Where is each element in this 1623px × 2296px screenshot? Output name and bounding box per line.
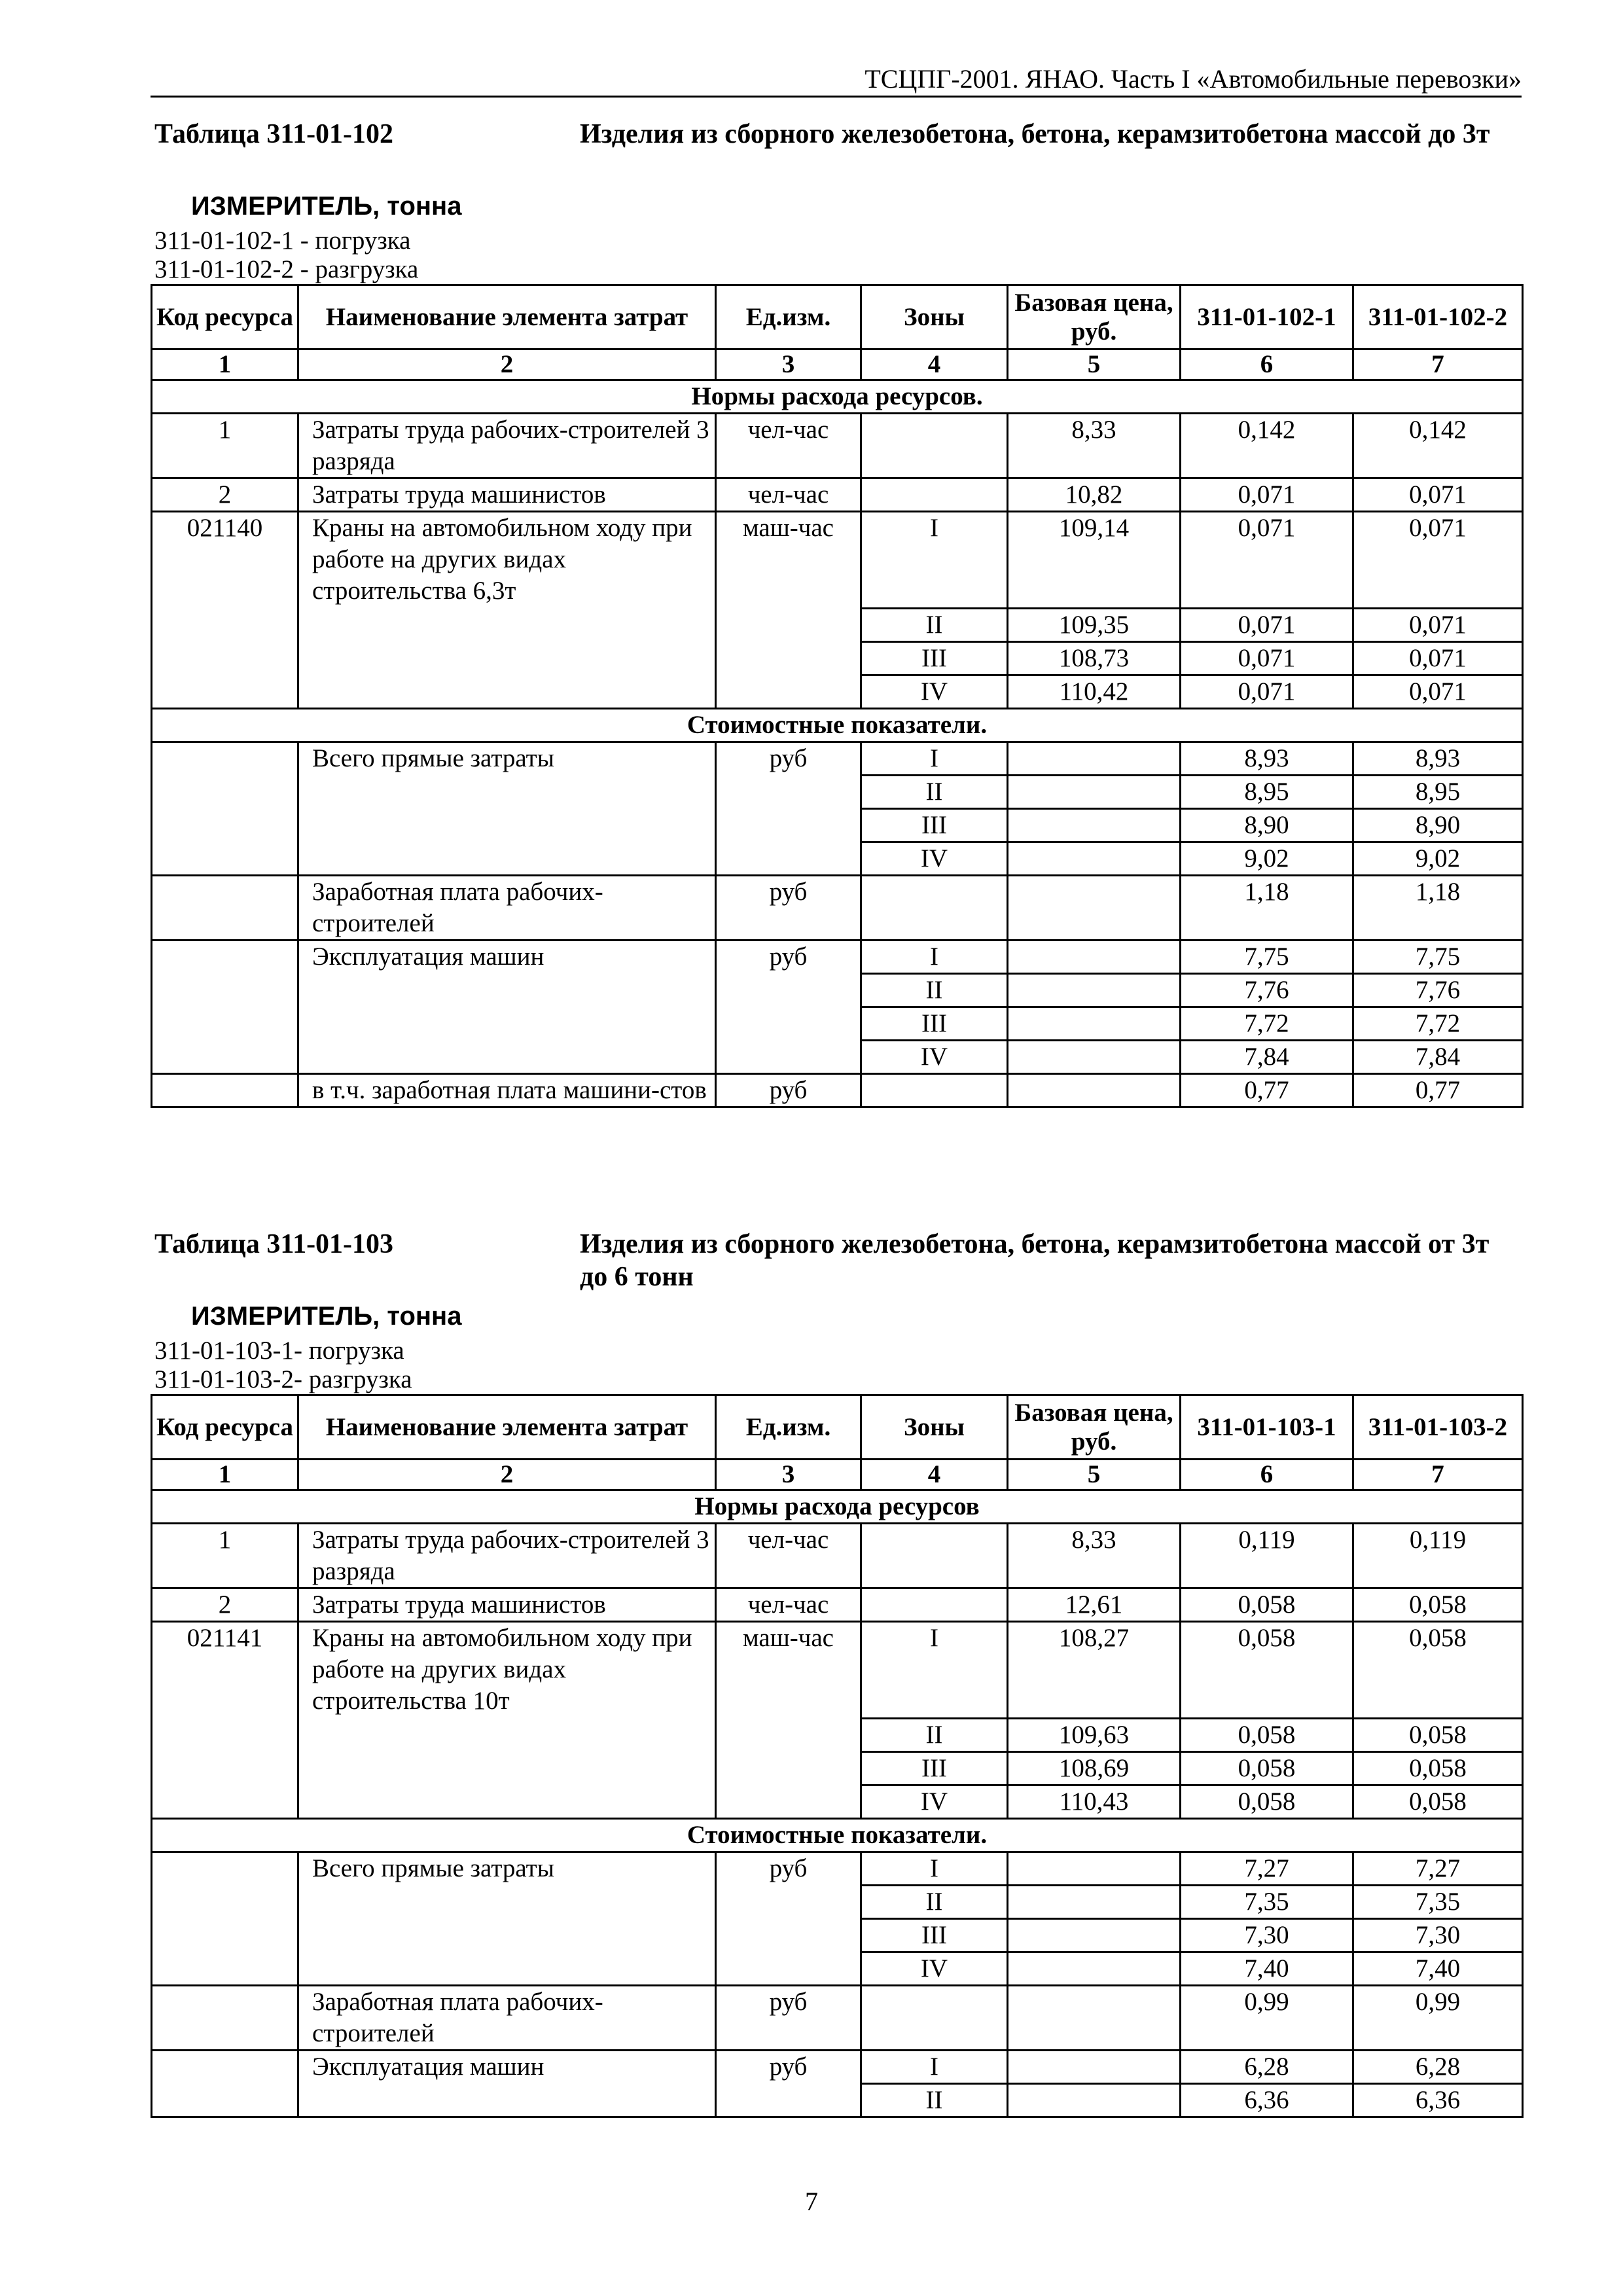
col-number: 6 [1181,1460,1353,1490]
table-title: Изделия из сборного железобетона, бетона, керамзитобетона массой до 3т [580,119,1490,149]
zone-cell: IV [861,675,1008,709]
unit-cell: руб [716,2051,861,2117]
value-cell: 0,77 [1181,1074,1353,1107]
cost-name: Заработная плата рабочих-строителей [298,876,716,941]
value-cell: 0,071 [1181,609,1353,642]
zone-cell: III [861,1007,1008,1041]
value-cell: 0,058 [1353,1719,1523,1752]
zone-cell: I [861,742,1008,776]
col-number: 7 [1353,350,1523,380]
price-cell: 108,27 [1008,1622,1181,1719]
zone-cell: I [861,941,1008,974]
price-cell: 108,69 [1008,1752,1181,1785]
header-row [152,1395,1523,1460]
value-cell: 7,40 [1353,1952,1523,1986]
value-cell: 0,058 [1181,1622,1353,1719]
resource-name: Затраты труда рабочих-строителей 3 разряда [298,1524,716,1588]
table-section-1 [151,118,1522,1108]
code-line: 311-01-102-1 - погрузка [154,226,411,255]
col-number: 2 [298,350,716,380]
col-header: Базовая цена, руб. [1008,285,1181,350]
table-row [152,1986,1523,2051]
section-title: Стоимостные показатели. [152,709,1523,742]
value-cell: 7,72 [1181,1007,1353,1041]
column-numbers-row [152,350,1523,380]
value-cell: 0,058 [1181,1588,1353,1622]
zone-cell: II [861,2084,1008,2117]
price-cell: 108,73 [1008,642,1181,675]
value-cell: 7,40 [1181,1952,1353,1986]
section-title: Нормы расхода ресурсов. [152,380,1523,414]
value-cell: 0,058 [1181,1719,1353,1752]
table-name: Таблица 311-01-103 [154,1229,394,1259]
table-row [152,1622,1523,1719]
measure-unit: ИЗМЕРИТЕЛЬ, тонна [191,192,462,221]
col-number: 3 [716,350,861,380]
zone-cell: I [861,2051,1008,2084]
value-cell: 0,99 [1353,1986,1523,2051]
col-number: 3 [716,1460,861,1490]
col-header: Код ресурса [152,285,298,350]
value-cell: 0,058 [1181,1785,1353,1819]
zone-cell: II [861,1886,1008,1919]
value-cell: 0,071 [1353,642,1523,675]
zone-cell: II [861,609,1008,642]
resource-code: 021141 [152,1622,298,1819]
unit-cell: чел-час [716,478,861,512]
value-cell: 0,071 [1353,675,1523,709]
unit-cell: чел-час [716,1588,861,1622]
col-header: Наименование элемента затрат [298,1395,716,1460]
value-cell: 0,071 [1181,512,1353,609]
col-header: Наименование элемента затрат [298,285,716,350]
zone-cell: IV [861,1785,1008,1819]
value-cell: 7,72 [1353,1007,1523,1041]
col-header: 311-01-103-1 [1181,1395,1353,1460]
value-cell: 7,84 [1353,1041,1523,1074]
value-cell: 7,30 [1353,1919,1523,1952]
table-row [152,1852,1523,1886]
unit-cell: руб [716,876,861,941]
table-row [152,876,1523,941]
value-cell: 8,95 [1181,776,1353,809]
col-number: 1 [152,1460,298,1490]
col-number: 1 [152,350,298,380]
value-cell: 8,90 [1353,809,1523,842]
price-cell: 110,42 [1008,675,1181,709]
col-number: 6 [1181,350,1353,380]
value-cell: 0,071 [1353,609,1523,642]
price-cell: 8,33 [1008,1524,1181,1588]
zone-cell: II [861,1719,1008,1752]
value-cell: 0,071 [1181,478,1353,512]
value-cell: 0,119 [1353,1524,1523,1588]
col-header: 311-01-103-2 [1353,1395,1523,1460]
zone-cell: III [861,809,1008,842]
value-cell: 0,071 [1353,478,1523,512]
col-header: Код ресурса [152,1395,298,1460]
resource-name: Затраты труда машинистов [298,1588,716,1622]
unit-cell: маш-час [716,1622,861,1819]
section-title: Нормы расхода ресурсов [152,1490,1523,1524]
unit-cell: руб [716,941,861,1074]
value-cell: 7,75 [1181,941,1353,974]
value-cell: 7,76 [1353,974,1523,1007]
unit-cell: чел-час [716,414,861,478]
col-number: 5 [1008,1460,1181,1490]
value-cell: 0,142 [1181,414,1353,478]
resource-table [151,284,1524,1108]
value-cell: 7,30 [1181,1919,1353,1952]
value-cell: 6,36 [1353,2084,1523,2117]
price-cell: 8,33 [1008,414,1181,478]
value-cell: 6,36 [1181,2084,1353,2117]
price-cell: 10,82 [1008,478,1181,512]
zone-cell: IV [861,1952,1008,1986]
value-cell: 7,27 [1353,1852,1523,1886]
value-cell: 0,142 [1353,414,1523,478]
value-cell: 0,071 [1353,512,1523,609]
value-cell: 8,95 [1353,776,1523,809]
price-cell: 109,14 [1008,512,1181,609]
table-row [152,742,1523,776]
value-cell: 0,071 [1181,642,1353,675]
resource-code: 2 [152,478,298,512]
price-cell: 12,61 [1008,1588,1181,1622]
zone-cell: III [861,642,1008,675]
value-cell: 8,93 [1353,742,1523,776]
table-row [152,1524,1523,1588]
value-cell: 0,058 [1181,1752,1353,1785]
cost-name: Всего прямые затраты [298,1852,716,1986]
cost-name: Эксплуатация машин [298,941,716,1074]
zone-cell: I [861,512,1008,609]
resource-name: Затраты труда машинистов [298,478,716,512]
zone-cell: I [861,1852,1008,1886]
table-row [152,478,1523,512]
table-row [152,2051,1523,2084]
value-cell: 7,76 [1181,974,1353,1007]
zone-cell: II [861,974,1008,1007]
column-numbers-row [152,1460,1523,1490]
unit-cell: руб [716,1852,861,1986]
value-cell: 7,35 [1181,1886,1353,1919]
table-row [152,414,1523,478]
resource-code: 021140 [152,512,298,709]
value-cell: 0,058 [1353,1588,1523,1622]
value-cell: 7,35 [1353,1886,1523,1919]
table-row [152,941,1523,974]
table-title: Изделия из сборного железобетона, бетона, керамзитобетона массой от 3т до 6 тонн [580,1229,1489,1292]
col-header: Зоны [861,285,1008,350]
zone-cell: II [861,776,1008,809]
code-line: 311-01-102-2 - разгрузка [154,255,419,283]
col-number: 4 [861,350,1008,380]
value-cell: 7,27 [1181,1852,1353,1886]
col-number: 4 [861,1460,1008,1490]
header-row [152,285,1523,350]
code-line: 311-01-103-2- разгрузка [154,1365,412,1393]
value-cell: 0,99 [1181,1986,1353,2051]
table-row [152,1074,1523,1107]
col-number: 2 [298,1460,716,1490]
page-number: 7 [805,2187,818,2216]
unit-cell: руб [716,1986,861,2051]
value-cell: 8,93 [1181,742,1353,776]
zone-cell: III [861,1919,1008,1952]
price-cell: 110,43 [1008,1785,1181,1819]
price-cell: 109,63 [1008,1719,1181,1752]
zone-cell: I [861,1622,1008,1719]
zone-cell: IV [861,1041,1008,1074]
table-row [152,1588,1523,1622]
table-section-2 [151,1228,1522,2118]
col-number: 7 [1353,1460,1523,1490]
zone-cell: IV [861,842,1008,876]
col-header: Ед.изм. [716,285,861,350]
cost-name: Всего прямые затраты [298,742,716,876]
cost-name: в т.ч. заработная плата машини-стов [298,1074,716,1107]
unit-cell: чел-час [716,1524,861,1588]
page-header: ТСЦПГ-2001. ЯНАО. Часть I «Автомобильные перевозки» [151,63,1522,98]
measure-unit: ИЗМЕРИТЕЛЬ, тонна [191,1302,462,1331]
resource-table [151,1394,1524,2118]
col-number: 5 [1008,350,1181,380]
col-header: Ед.изм. [716,1395,861,1460]
unit-cell: руб [716,1074,861,1107]
table-name: Таблица 311-01-102 [154,119,394,149]
value-cell: 8,90 [1181,809,1353,842]
resource-code: 2 [152,1588,298,1622]
value-cell: 0,058 [1353,1752,1523,1785]
value-cell: 0,058 [1353,1622,1523,1719]
value-cell: 6,28 [1181,2051,1353,2084]
value-cell: 1,18 [1353,876,1523,941]
value-cell: 9,02 [1353,842,1523,876]
price-cell: 109,35 [1008,609,1181,642]
resource-code: 1 [152,414,298,478]
col-header: Базовая цена, руб. [1008,1395,1181,1460]
cost-name: Эксплуатация машин [298,2051,716,2117]
code-line: 311-01-103-1- погрузка [154,1336,404,1365]
resource-name: Краны на автомобильном ходу при работе на других видах строительства 6,3т [298,512,716,709]
section-title: Стоимостные показатели. [152,1819,1523,1852]
resource-name: Краны на автомобильном ходу при работе на других видах строительства 10т [298,1622,716,1819]
value-cell: 0,119 [1181,1524,1353,1588]
value-cell: 0,071 [1181,675,1353,709]
value-cell: 9,02 [1181,842,1353,876]
unit-cell: руб [716,742,861,876]
value-cell: 0,058 [1353,1785,1523,1819]
cost-name: Заработная плата рабочих-строителей [298,1986,716,2051]
value-cell: 6,28 [1353,2051,1523,2084]
resource-code: 1 [152,1524,298,1588]
col-header: 311-01-102-2 [1353,285,1523,350]
value-cell: 0,77 [1353,1074,1523,1107]
unit-cell: маш-час [716,512,861,709]
col-header: 311-01-102-1 [1181,285,1353,350]
table-row [152,512,1523,609]
value-cell: 7,75 [1353,941,1523,974]
zone-cell: III [861,1752,1008,1785]
resource-name: Затраты труда рабочих-строителей 3 разряда [298,414,716,478]
col-header: Зоны [861,1395,1008,1460]
value-cell: 1,18 [1181,876,1353,941]
value-cell: 7,84 [1181,1041,1353,1074]
